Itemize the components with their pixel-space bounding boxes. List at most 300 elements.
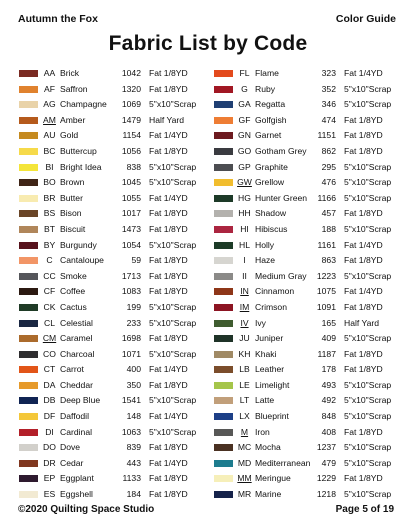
fabric-number: 443 bbox=[126, 457, 141, 468]
fabric-number: 184 bbox=[126, 489, 141, 500]
fabric-row bbox=[19, 284, 214, 300]
fabric-code: BO bbox=[43, 177, 56, 188]
color-swatch bbox=[214, 413, 233, 420]
fabric-code: AU bbox=[43, 130, 56, 141]
fabric-code: AG bbox=[43, 99, 56, 110]
fabric-name: Meringue bbox=[255, 473, 291, 484]
fabric-size: 5"x10"Scrap bbox=[344, 270, 392, 281]
copyright: ©2020 Quilting Space Studio bbox=[18, 504, 155, 515]
fabric-code: ES bbox=[43, 489, 56, 500]
fabric-number: 1479 bbox=[121, 114, 141, 125]
fabric-number: 295 bbox=[321, 161, 336, 172]
fabric-code: AA bbox=[43, 68, 56, 78]
fabric-row bbox=[214, 331, 409, 347]
fabric-size: Fat 1/8YD bbox=[149, 489, 188, 500]
fabric-row bbox=[214, 347, 409, 363]
fabric-row bbox=[19, 425, 214, 441]
fabric-size: Fat 1/8YD bbox=[149, 208, 188, 219]
fabric-name: Smoke bbox=[60, 270, 87, 281]
fabric-row bbox=[214, 456, 409, 472]
fabric-row bbox=[214, 393, 409, 409]
fabric-number: 1071 bbox=[121, 348, 141, 359]
fabric-code: MR bbox=[237, 489, 252, 500]
color-swatch bbox=[19, 210, 38, 217]
color-swatch bbox=[214, 273, 233, 280]
fabric-row bbox=[19, 331, 214, 347]
color-swatch bbox=[214, 210, 233, 217]
color-swatch bbox=[19, 132, 38, 139]
fabric-size: Fat 1/4YD bbox=[344, 68, 383, 78]
color-swatch bbox=[214, 429, 233, 436]
fabric-code: DO bbox=[43, 442, 56, 453]
fabric-name: Biscuit bbox=[60, 223, 86, 234]
fabric-name: Graphite bbox=[255, 161, 288, 172]
fabric-size: 5"x10"Scrap bbox=[344, 411, 392, 422]
fabric-name: Celestial bbox=[60, 317, 93, 328]
color-swatch bbox=[19, 475, 38, 482]
fabric-code: FL bbox=[239, 68, 250, 78]
color-swatch bbox=[19, 444, 38, 451]
fabric-size: Fat 1/8YD bbox=[344, 364, 383, 375]
fabric-size: 5"x10"Scrap bbox=[149, 161, 197, 172]
fabric-code: JU bbox=[239, 333, 250, 344]
fabric-code: IV bbox=[240, 317, 249, 328]
fabric-size: Half Yard bbox=[149, 114, 185, 125]
fabric-row bbox=[214, 284, 409, 300]
fabric-code: DB bbox=[43, 395, 56, 406]
fabric-name: Garnet bbox=[255, 130, 282, 141]
color-swatch bbox=[19, 148, 38, 155]
fabric-number: 199 bbox=[126, 301, 141, 312]
fabric-size: Fat 1/8YD bbox=[149, 379, 188, 390]
color-swatch bbox=[214, 288, 233, 295]
fabric-number: 400 bbox=[126, 364, 141, 375]
fabric-number: 1133 bbox=[122, 473, 141, 484]
fabric-number: 1713 bbox=[121, 270, 141, 281]
color-swatch bbox=[19, 335, 38, 342]
fabric-size: 5"x10"Scrap bbox=[149, 348, 197, 359]
fabric-name: Limelight bbox=[255, 379, 290, 390]
fabric-size: 5"x10"Scrap bbox=[344, 395, 392, 406]
fabric-code: BC bbox=[43, 145, 56, 156]
color-swatch bbox=[214, 460, 233, 467]
fabric-row bbox=[19, 456, 214, 472]
fabric-code: BT bbox=[44, 223, 55, 234]
fabric-size: 5"x10"Scrap bbox=[344, 177, 392, 188]
fabric-name: Marine bbox=[255, 489, 282, 500]
fabric-size: 5"x10"Scrap bbox=[149, 177, 197, 188]
fabric-code: HG bbox=[238, 192, 251, 203]
fabric-code: CO bbox=[43, 348, 56, 359]
fabric-row bbox=[19, 82, 214, 98]
fabric-number: 1045 bbox=[121, 177, 141, 188]
fabric-row bbox=[214, 440, 409, 456]
fabric-number: 59 bbox=[131, 255, 141, 266]
fabric-size: Fat 1/8YD bbox=[149, 223, 188, 234]
fabric-name: Champagne bbox=[60, 99, 107, 110]
fabric-number: 1161 bbox=[317, 239, 336, 250]
color-swatch bbox=[19, 70, 38, 77]
color-swatch bbox=[19, 179, 38, 186]
fabric-number: 165 bbox=[321, 317, 336, 328]
fabric-name: Butter bbox=[60, 192, 83, 203]
fabric-row bbox=[214, 471, 409, 487]
fabric-row bbox=[19, 393, 214, 409]
fabric-size: 5"x10"Scrap bbox=[149, 99, 197, 110]
fabric-size: Fat 1/4YD bbox=[149, 192, 188, 203]
fabric-size: 5"x10"Scrap bbox=[344, 333, 392, 344]
fabric-name: Brick bbox=[60, 68, 80, 78]
fabric-size: Fat 1/8YD bbox=[149, 68, 188, 78]
fabric-size: 5"x10"Scrap bbox=[149, 317, 197, 328]
fabric-size: 5"x10"Scrap bbox=[344, 442, 392, 453]
fabric-number: 1056 bbox=[121, 145, 141, 156]
color-swatch bbox=[19, 226, 38, 233]
fabric-name: Dove bbox=[60, 442, 81, 453]
fabric-code: DA bbox=[43, 379, 56, 390]
fabric-size: Fat 1/8YD bbox=[149, 333, 188, 344]
fabric-code: LT bbox=[239, 395, 250, 406]
fabric-row bbox=[19, 113, 214, 129]
fabric-row bbox=[19, 269, 214, 285]
fabric-name: Grellow bbox=[255, 177, 285, 188]
fabric-code: DI bbox=[45, 426, 54, 437]
fabric-name: Regatta bbox=[255, 99, 286, 110]
fabric-row bbox=[214, 66, 409, 82]
fabric-number: 1698 bbox=[121, 333, 141, 344]
fabric-size: Fat 1/8YD bbox=[344, 348, 383, 359]
fabric-row bbox=[214, 269, 409, 285]
fabric-row bbox=[214, 378, 409, 394]
fabric-number: 350 bbox=[126, 379, 141, 390]
fabric-name: Charcoal bbox=[60, 348, 95, 359]
fabric-number: 1320 bbox=[121, 83, 141, 94]
fabric-name: Ruby bbox=[255, 83, 276, 94]
fabric-number: 1541 bbox=[121, 395, 141, 406]
fabric-code: GN bbox=[238, 130, 251, 141]
color-swatch bbox=[19, 304, 38, 311]
fabric-code: MD bbox=[237, 457, 252, 468]
fabric-number: 148 bbox=[126, 411, 141, 422]
fabric-name: Eggplant bbox=[60, 473, 94, 484]
fabric-size: 5"x10"Scrap bbox=[344, 489, 392, 500]
fabric-number: 178 bbox=[321, 364, 336, 375]
fabric-row bbox=[214, 128, 409, 144]
fabric-code: DF bbox=[43, 411, 56, 422]
fabric-number: 863 bbox=[321, 255, 336, 266]
color-swatch bbox=[19, 366, 38, 373]
color-swatch bbox=[19, 195, 38, 202]
fabric-size: Fat 1/4YD bbox=[149, 411, 188, 422]
fabric-code: BS bbox=[43, 208, 56, 219]
fabric-number: 1017 bbox=[121, 208, 141, 219]
fabric-number: 408 bbox=[321, 426, 336, 437]
fabric-size: Fat 1/8YD bbox=[344, 301, 383, 312]
fabric-size: Fat 1/8YD bbox=[149, 145, 188, 156]
fabric-name: Deep Blue bbox=[60, 395, 101, 406]
fabric-size: 5"x10"Scrap bbox=[344, 83, 392, 94]
color-swatch bbox=[214, 86, 233, 93]
fabric-row bbox=[19, 66, 214, 82]
fabric-name: Hibiscus bbox=[255, 223, 288, 234]
fabric-name: Brown bbox=[60, 177, 85, 188]
fabric-size: Fat 1/8YD bbox=[149, 83, 188, 94]
color-swatch bbox=[214, 444, 233, 451]
fabric-code: CM bbox=[42, 333, 57, 344]
fabric-code: C bbox=[46, 255, 53, 266]
color-swatch bbox=[19, 257, 38, 264]
fabric-name: Mocha bbox=[255, 442, 281, 453]
fabric-number: 1069 bbox=[121, 99, 141, 110]
fabric-name: Iron bbox=[255, 426, 270, 437]
fabric-number: 409 bbox=[321, 333, 336, 344]
fabric-row bbox=[19, 144, 214, 160]
fabric-number: 1091 bbox=[316, 301, 336, 312]
fabric-size: 5"x10"Scrap bbox=[344, 457, 392, 468]
fabric-number: 1042 bbox=[121, 68, 141, 78]
color-swatch bbox=[19, 351, 38, 358]
color-swatch bbox=[214, 366, 233, 373]
fabric-row bbox=[19, 409, 214, 425]
fabric-name: Gotham Grey bbox=[255, 145, 307, 156]
fabric-code: CK bbox=[43, 301, 56, 312]
fabric-size: 5"x10"Scrap bbox=[344, 223, 392, 234]
fabric-name: Gold bbox=[60, 130, 79, 141]
fabric-number: 493 bbox=[321, 379, 336, 390]
fabric-code: HI bbox=[240, 223, 249, 234]
fabric-row bbox=[19, 206, 214, 222]
fabric-name: Juniper bbox=[255, 333, 284, 344]
fabric-size: Fat 1/4YD bbox=[149, 457, 188, 468]
fabric-row bbox=[19, 191, 214, 207]
fabric-code: CT bbox=[43, 364, 56, 375]
color-swatch bbox=[214, 475, 233, 482]
fabric-list-right-column bbox=[214, 66, 409, 503]
fabric-row bbox=[19, 316, 214, 332]
fabric-number: 1187 bbox=[317, 348, 336, 359]
color-swatch bbox=[19, 101, 38, 108]
color-swatch bbox=[214, 491, 233, 498]
fabric-code: BR bbox=[43, 192, 56, 203]
fabric-name: Carrot bbox=[60, 364, 84, 375]
fabric-row bbox=[214, 253, 409, 269]
fabric-row bbox=[214, 160, 409, 176]
fabric-row bbox=[19, 253, 214, 269]
color-swatch bbox=[214, 304, 233, 311]
fabric-name: Cantaloupe bbox=[60, 255, 104, 266]
fabric-size: Fat 1/4YD bbox=[149, 130, 188, 141]
fabric-size: Fat 1/8YD bbox=[149, 270, 188, 281]
color-swatch bbox=[19, 429, 38, 436]
fabric-code: DR bbox=[43, 457, 56, 468]
color-swatch bbox=[214, 179, 233, 186]
fabric-size: Fat 1/8YD bbox=[344, 145, 383, 156]
fabric-name: Crimson bbox=[255, 301, 287, 312]
fabric-row bbox=[19, 378, 214, 394]
fabric-name: Holly bbox=[255, 239, 275, 250]
color-swatch bbox=[214, 335, 233, 342]
fabric-size: 5"x10"Scrap bbox=[344, 192, 392, 203]
fabric-size: Fat 1/8YD bbox=[344, 426, 383, 437]
fabric-number: 352 bbox=[321, 83, 336, 94]
fabric-name: Eggshell bbox=[60, 489, 93, 500]
fabric-code: M bbox=[240, 426, 249, 437]
fabric-size: Fat 1/4YD bbox=[344, 239, 383, 250]
fabric-row bbox=[19, 440, 214, 456]
fabric-list-left-column bbox=[19, 66, 214, 503]
fabric-size: 5"x10"Scrap bbox=[149, 239, 197, 250]
fabric-code: LB bbox=[239, 364, 250, 375]
fabric-row bbox=[214, 113, 409, 129]
fabric-size: 5"x10"Scrap bbox=[149, 395, 197, 406]
fabric-row bbox=[19, 471, 214, 487]
fabric-code: EP bbox=[43, 473, 56, 484]
color-swatch bbox=[214, 242, 233, 249]
fabric-row bbox=[214, 206, 409, 222]
fabric-name: Hunter Green bbox=[255, 192, 308, 203]
color-swatch bbox=[214, 70, 233, 77]
fabric-size: 5"x10"Scrap bbox=[149, 301, 197, 312]
color-swatch bbox=[214, 257, 233, 264]
fabric-name: Cactus bbox=[60, 301, 87, 312]
fabric-name: Cedar bbox=[60, 457, 84, 468]
color-swatch bbox=[214, 397, 233, 404]
fabric-row bbox=[19, 160, 214, 176]
fabric-row bbox=[214, 316, 409, 332]
fabric-code: IM bbox=[239, 301, 250, 312]
fabric-code: BI bbox=[45, 161, 54, 172]
fabric-row bbox=[19, 238, 214, 254]
fabric-size: Fat 1/8YD bbox=[344, 208, 383, 219]
page-title: Fabric List by Code bbox=[108, 32, 308, 55]
fabric-number: 457 bbox=[321, 208, 336, 219]
fabric-number: 1223 bbox=[316, 270, 336, 281]
fabric-number: 839 bbox=[126, 442, 141, 453]
fabric-size: Fat 1/4YD bbox=[344, 286, 383, 297]
fabric-row bbox=[214, 238, 409, 254]
fabric-code: GF bbox=[238, 114, 251, 125]
fabric-name: Khaki bbox=[255, 348, 277, 359]
fabric-code: GO bbox=[237, 145, 252, 156]
fabric-name: Leather bbox=[255, 364, 285, 375]
fabric-row bbox=[19, 362, 214, 378]
fabric-number: 233 bbox=[126, 317, 141, 328]
fabric-code: II bbox=[242, 270, 247, 281]
color-swatch bbox=[214, 101, 233, 108]
fabric-name: Bright Idea bbox=[60, 161, 102, 172]
fabric-code: CL bbox=[44, 317, 55, 328]
color-swatch bbox=[19, 382, 38, 389]
fabric-size: 5"x10"Scrap bbox=[344, 379, 392, 390]
fabric-number: 479 bbox=[321, 457, 336, 468]
fabric-row bbox=[214, 409, 409, 425]
page-number: Page 5 of 19 bbox=[335, 504, 394, 515]
fabric-name: Burgundy bbox=[60, 239, 97, 250]
fabric-size: Fat 1/8YD bbox=[344, 255, 383, 266]
fabric-row bbox=[214, 97, 409, 113]
fabric-name: Daffodil bbox=[60, 411, 89, 422]
fabric-number: 1237 bbox=[316, 442, 336, 453]
fabric-name: Mediterranean bbox=[255, 457, 311, 468]
fabric-code: GA bbox=[238, 99, 251, 110]
color-swatch bbox=[214, 117, 233, 124]
fabric-number: 323 bbox=[321, 68, 336, 78]
fabric-code: I bbox=[243, 255, 246, 266]
fabric-code: AF bbox=[44, 83, 55, 94]
collection-name: Autumn the Fox bbox=[18, 13, 98, 25]
fabric-number: 476 bbox=[321, 177, 336, 188]
fabric-name: Coffee bbox=[60, 286, 86, 297]
fabric-row bbox=[19, 347, 214, 363]
color-swatch bbox=[214, 320, 233, 327]
fabric-number: 838 bbox=[126, 161, 141, 172]
color-swatch bbox=[19, 164, 38, 171]
fabric-code: GP bbox=[238, 161, 251, 172]
fabric-row bbox=[19, 128, 214, 144]
color-swatch bbox=[19, 273, 38, 280]
fabric-name: Saffron bbox=[60, 83, 88, 94]
fabric-name: Blueprint bbox=[255, 411, 289, 422]
fabric-code: GW bbox=[237, 177, 252, 188]
fabric-number: 1083 bbox=[121, 286, 141, 297]
fabric-row bbox=[214, 425, 409, 441]
fabric-size: Half Yard bbox=[344, 317, 380, 328]
fabric-size: 5"x10"Scrap bbox=[344, 99, 392, 110]
fabric-code: KH bbox=[238, 348, 251, 359]
fabric-row bbox=[19, 175, 214, 191]
fabric-number: 346 bbox=[321, 99, 336, 110]
guide-label: Color Guide bbox=[335, 13, 396, 25]
fabric-code: HH bbox=[238, 208, 251, 219]
fabric-size: Fat 1/8YD bbox=[344, 114, 383, 125]
color-swatch bbox=[214, 148, 233, 155]
fabric-name: Shadow bbox=[255, 208, 287, 219]
fabric-code: HL bbox=[239, 239, 250, 250]
fabric-size: Fat 1/4YD bbox=[149, 364, 188, 375]
fabric-name: Ivy bbox=[255, 317, 266, 328]
fabric-row bbox=[19, 300, 214, 316]
fabric-name: Cardinal bbox=[60, 426, 93, 437]
fabric-number: 1218 bbox=[316, 489, 336, 500]
fabric-row bbox=[214, 362, 409, 378]
fabric-name: Buttercup bbox=[60, 145, 97, 156]
fabric-size: Fat 1/8YD bbox=[149, 255, 188, 266]
color-swatch bbox=[19, 397, 38, 404]
fabric-number: 188 bbox=[321, 223, 336, 234]
fabric-size: Fat 1/8YD bbox=[149, 286, 188, 297]
color-swatch bbox=[214, 226, 233, 233]
fabric-code: LX bbox=[239, 411, 250, 422]
fabric-code: CF bbox=[43, 286, 56, 297]
fabric-name: Golfgish bbox=[255, 114, 287, 125]
fabric-number: 1166 bbox=[317, 192, 336, 203]
color-swatch bbox=[19, 413, 38, 420]
color-swatch bbox=[214, 382, 233, 389]
color-swatch bbox=[19, 460, 38, 467]
fabric-code: CC bbox=[43, 270, 56, 281]
fabric-number: 1229 bbox=[316, 473, 336, 484]
fabric-number: 1151 bbox=[317, 130, 336, 141]
fabric-name: Cinnamon bbox=[255, 286, 295, 297]
fabric-row bbox=[214, 82, 409, 98]
fabric-code: AM bbox=[43, 114, 56, 125]
color-swatch bbox=[214, 195, 233, 202]
fabric-row bbox=[214, 300, 409, 316]
color-swatch bbox=[19, 491, 38, 498]
fabric-size: Fat 1/8YD bbox=[344, 473, 383, 484]
fabric-code: LE bbox=[239, 379, 250, 390]
fabric-name: Amber bbox=[60, 114, 86, 125]
